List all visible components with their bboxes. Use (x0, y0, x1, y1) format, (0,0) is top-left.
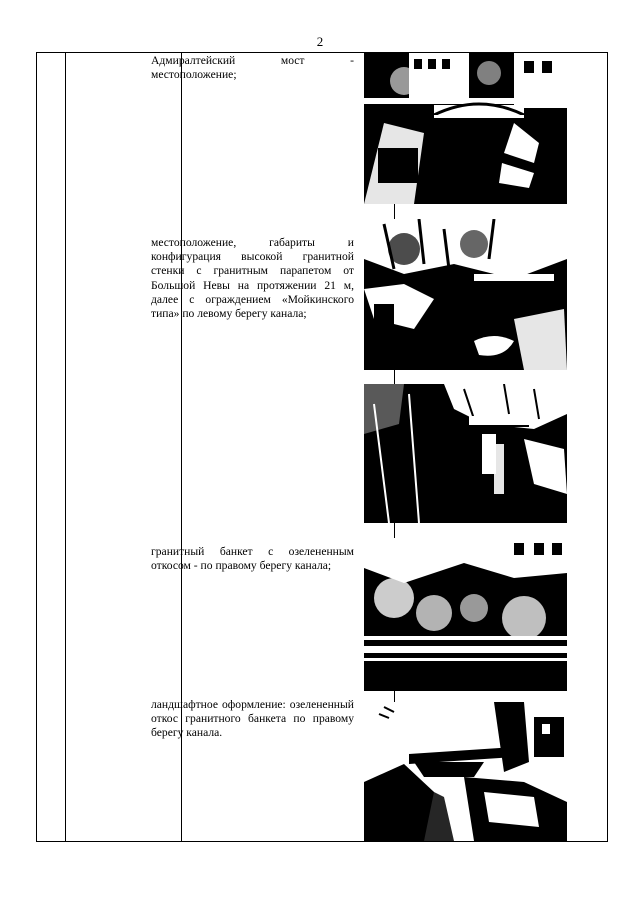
row-2-description: местоположение, габариты и конфигурация высокой гранитной стенки с гранитным парапетом от Большой Невы на протяжении 21 м, далее с ограждением «Мойкинского типа» по левому берегу канала; (151, 236, 354, 321)
row-4-description: ландшафтное оформление: озелененный откос гранитного банкета по правому берегу канала. (151, 698, 354, 740)
row-1-line-2: местоположение; (151, 68, 237, 82)
bridge-name: Адмиралтейский (151, 54, 236, 67)
bridge-word: мост (280, 54, 305, 67)
row-1-line-1 (151, 54, 354, 68)
embankment-photo-icon (364, 219, 567, 370)
green-slope-photo-icon (364, 538, 567, 691)
canal-bridge-photo-icon (364, 384, 567, 523)
dash: - (350, 54, 354, 67)
page-number: 2 (316, 34, 324, 49)
column-divider (65, 53, 66, 841)
bridge-photo-icon (364, 53, 567, 204)
row-1-description (151, 54, 354, 82)
landscape-photo-icon (364, 702, 567, 841)
row-3-description: гранитный банкет с озелененным откосом - по правому берегу канала; (151, 545, 354, 573)
